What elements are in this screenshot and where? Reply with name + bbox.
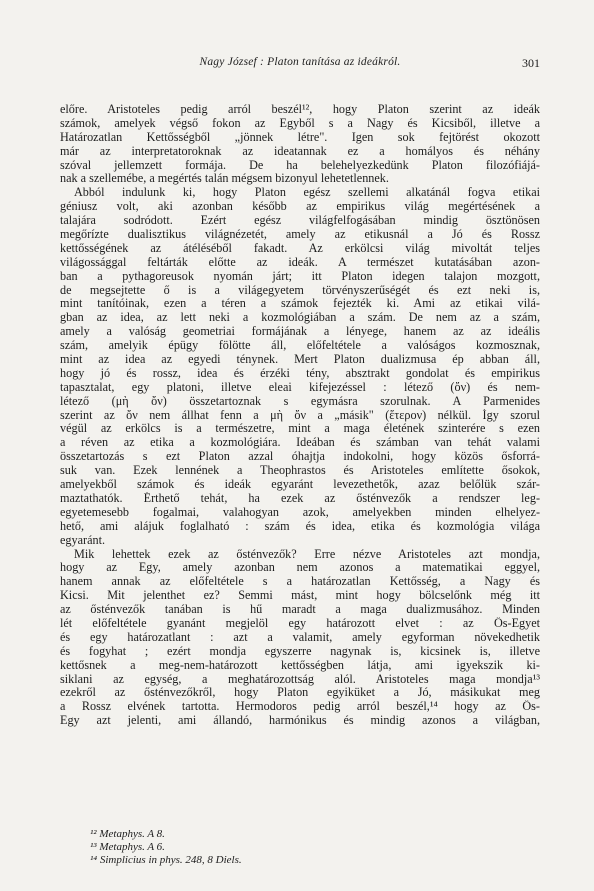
text-line: maztathatók. Érthető tehát, ha ezek az ősténvezők a rendszer leg- [60,491,540,505]
text-line: kettősségének az átéléséből fakadt. Az erkölcsi világ mivoltát teljes [60,241,540,255]
text-line: szóval jellemzett formája. De ha belehelyezkedünk Platon filozófiájá- [60,158,540,172]
text-line: megőrízte dualisztikus világnézetét, amely az etikusnál a Jó és Rossz [60,228,540,242]
text-line: összetartozás s ezt Platon azzal óhajtja indokolni, hogy közös ősforrá- [60,450,540,464]
text-line: és egy határozatlant : azt a valamit, amely egyforman növekedhetik [60,630,540,644]
text-line: egyaránt. [60,533,106,547]
text-line: Abból indulunk ki, hogy Platon egész szellemi alkatánál fogva etikai [74,186,540,200]
text-line: amelyekből számok és ideák egyaránt levezethetők, azaz belőlük szár- [60,478,540,492]
text-line: talajára sodródott. Ezért egész világfelfogásában mindig ösztönösen [60,214,540,228]
body-text [60,103,540,728]
text-line: az ősténvezők tanában is hű maradt a maga dualizmusához. Minden [60,603,540,617]
text-line: a Rossz elvének tartotta. Hermodoros pedig arról beszél,¹⁴ hogy az Ős- [60,700,540,714]
text-line: suk van. Ezek lennének a Theophrastos és Aristoteles említette ősokok, [60,464,540,478]
text-line: hanem annak az előfeltétele s a határozatlan Kettősség, a Nagy és [60,575,540,589]
text-line: hogy az Egy, amely azonban nem azonos a matematikai eggyel, [60,561,540,575]
text-line: amely a valóság geometriai formájának a lényege, hanem az az ideális [60,325,540,339]
text-line: géniusz volt, aki azonban később az empirikus világ megértésének a [60,200,540,214]
text-line: Mik lehettek ezek az ősténvezők? Erre nézve Aristoteles azt mondja, [74,547,540,561]
text-line: világossággal feltárták előtte az ideák. A természet kutatásában azon- [60,255,540,269]
text-line: létező (μὴ ὄν) összetartoznak s egymásra szorulnak. A Parmenides [60,394,540,408]
page-number: 301 [522,56,540,70]
text-line: Határozatlan Kettősségből „jönnek létre". Igen sok fejtörést okozott [60,130,540,144]
text-line: mint tanítóinak, ezen a téren a számok fejezték ki. Ami az etikai vilá- [60,297,540,311]
footnote: ¹³ Metaphys. A 6. [90,841,165,853]
text-line: már az interpretatoroknak az ideatannak ez a homályos és néhány [60,144,540,158]
text-line: mint az idea az egyedi ténynek. Mert Platon dualizmusa ép abban áll, [60,353,540,367]
running-title: Nagy József : Platon tanítása az ideákról. [199,56,401,68]
text-line: egyetemesebb fogalmai, valahogyan azok, amelyekben minden elhelyez- [60,505,540,519]
page-header [60,56,540,72]
text-line: és fogyhat ; ezért mondja egyszerre nagynak is, kicsinek is, illetve [60,644,540,658]
text-line: szerint az ὄν nem állhat fenn a μὴ ὄν a „másik" (ἕτερον) nélkül. Így szorul [60,408,540,422]
text-line: kettősnek a meg-nem-határozott kettősségben látja, ami igyekszik ki- [60,658,540,672]
text-line: gban az idea, az lett neki a kozmológiában a szám. De nem az a szám, [60,311,540,325]
text-line: előre. Aristoteles pedig arról beszél¹², hogy Platon szerint az ideák [60,103,540,116]
text-line: Egy azt jelenti, ami állandó, harmónikus és mindig azonos a világban, [60,714,540,728]
text-line: hető, ami alájuk foglalható : szám és idea, etika és kozmológia világa [60,519,540,533]
text-line: szám, amelyik épügy fölötte áll, előfeltétele a valóságos kozmosznak, [60,339,540,353]
text-line: számok, amelyek végső fokon az Egyből s a Nagy és Kicsiből, illetve a [60,116,540,130]
footnote: ¹² Metaphys. A 8. [90,828,165,840]
footnote: ¹⁴ Simplicius in phys. 248, 8 Diels. [90,854,242,866]
text-line: hogy jó és rossz, idea és érzéki tény, absztrakt gondolat és empirikus [60,366,540,380]
text-line: lét előfeltétele gyanánt megjelöl egy határozott elvet : az Ős-Egyet [60,616,540,630]
text-line: de megsejtette ő is a világegyetem törvényszerűségét és ezt neki is, [60,283,540,297]
text-line: Kicsi. Mit jelenthet ez? Semmi mást, mint hogy bölcselőnk még itt [60,589,540,603]
text-line: a réven az etika a kozmológiára. Ideában és számban van tehát valami [60,436,540,450]
text-line: siklani az egység, a meghatározottság alól. Aristoteles maga mondja¹³ [60,672,540,686]
text-line: ezekről az ősténvezőkről, hogy Platon egyiküket a Jó, másikukat meg [60,686,540,700]
text-line: végül az erkölcs is a természetre, mint a maga életének szinterére s ezen [60,422,540,436]
text-line: tapasztalat, egy platoni, illetve eleai kifejezéssel : létező (ὄν) és nem- [60,380,540,394]
text-line: ban a pythagoreusok nyomán járt; itt Platon idegen talajon mozgott, [60,269,540,283]
footnotes [90,828,510,867]
text-line: nak a szellemébe, a megértés talán mégsem bizonyul lehetetlennek. [60,172,389,186]
